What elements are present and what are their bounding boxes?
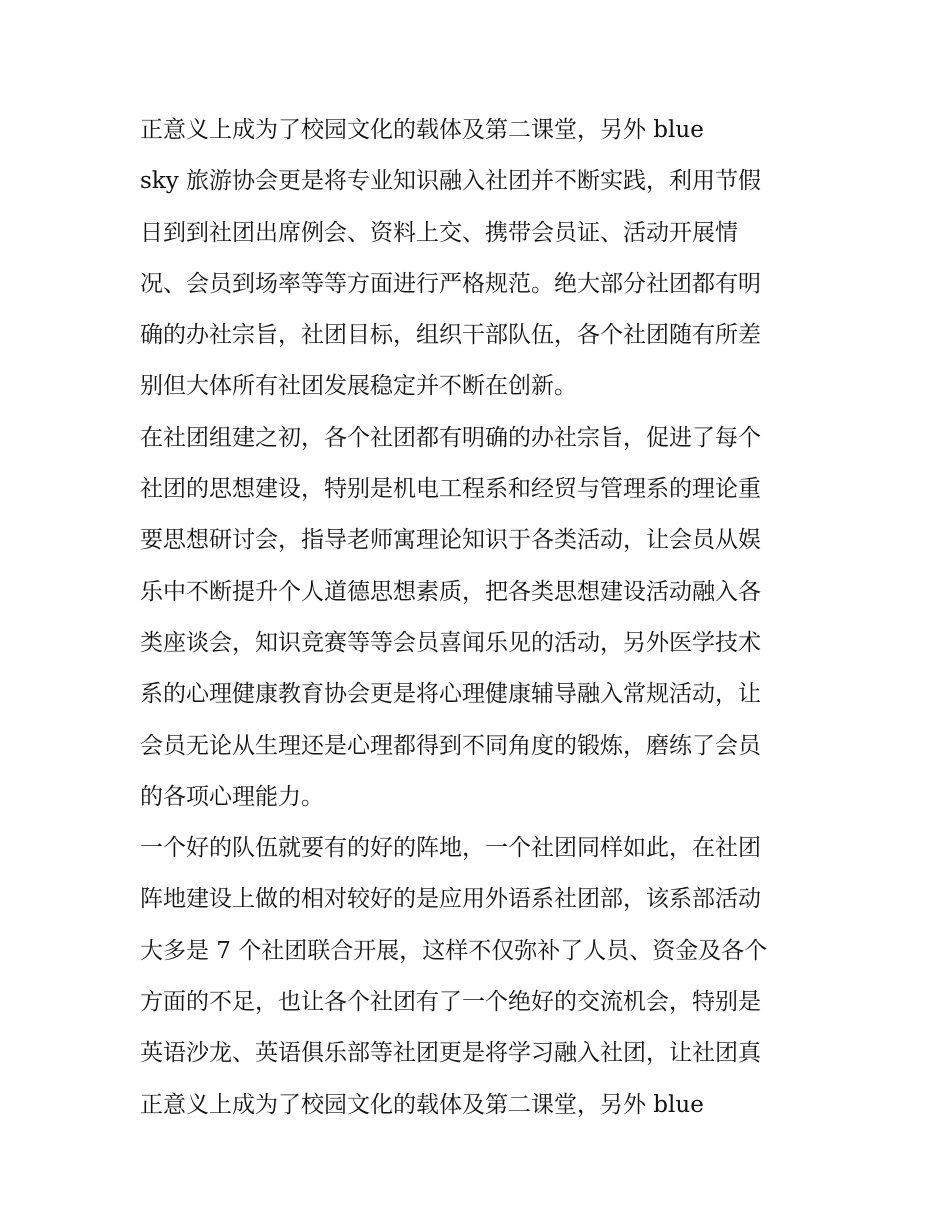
body-text [140, 105, 830, 1131]
text-line: 会员无论从生理还是心理都得到不同角度的锻炼，磨练了会员 [140, 732, 761, 759]
text-line: 方面的不足，也让各个社团有了一个绝好的交流机会，特别是 [140, 989, 761, 1016]
text-line: 一个好的队伍就要有的好的阵地，一个社团同样如此，在社团 [140, 835, 761, 862]
text-line: 阵地建设上做的相对较好的是应用外语系社团部，该系部活动 [140, 886, 761, 913]
text-line: 确的办社宗旨，社团目标，组织干部队伍，各个社团随有所差 [140, 322, 761, 349]
text-line: 英语沙龙、英语俱乐部等社团更是将学习融入社团，让社团真 [140, 1040, 761, 1067]
text-line: 大多是 7 个社团联合开展，这样不仅弥补了人员、资金及各个 [140, 937, 768, 964]
text-line: sky 旅游协会更是将专业知识融入社团并不断实践，利用节假 [140, 168, 762, 195]
text-line: 要思想研讨会，指导老师寓理论知识于各类活动，让会员从娱 [140, 527, 761, 554]
text-line: 乐中不断提升个人道德思想素质，把各类思想建设活动融入各 [140, 578, 761, 605]
text-line: 况、会员到场率等等方面进行严格规范。绝大部分社团都有明 [140, 270, 761, 297]
text-line: 社团的思想建设，特别是机电工程系和经贸与管理系的理论重 [140, 476, 761, 503]
text-line: 日到到社团出席例会、资料上交、携带会员证、活动开展情 [140, 219, 738, 246]
text-line: 的各项心理能力。 [140, 783, 324, 810]
text-line: 类座谈会，知识竞赛等等会员喜闻乐见的活动，另外医学技术 [140, 629, 761, 656]
text-line: 别但大体所有社团发展稳定并不断在创新。 [140, 373, 577, 400]
text-line: 系的心理健康教育协会更是将心理健康辅导融入常规活动，让 [140, 681, 761, 708]
text-line: 在社团组建之初，各个社团都有明确的办社宗旨，促进了每个 [140, 424, 761, 451]
text-line: 正意义上成为了校园文化的载体及第二课堂，另外 blue [140, 1091, 704, 1118]
text-line: 正意义上成为了校园文化的载体及第二课堂，另外 blue [140, 117, 704, 143]
